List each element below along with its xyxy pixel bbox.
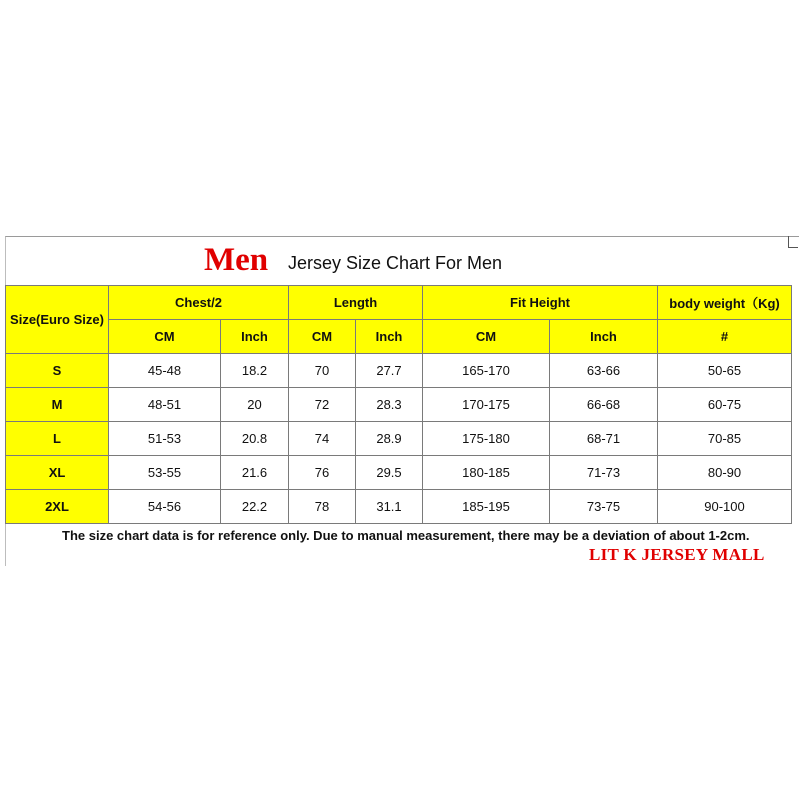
- table-cell: 63-66: [550, 354, 658, 388]
- store-watermark: LIT K JERSEY MALL: [589, 545, 765, 564]
- table-cell: 28.3: [356, 388, 423, 422]
- table-cell: 27.7: [356, 354, 423, 388]
- size-chart-table: [5, 285, 792, 524]
- page-title: Jersey Size Chart For Men: [288, 253, 503, 273]
- table-row: [6, 456, 792, 490]
- table-cell: 20.8: [221, 422, 289, 456]
- table-cell: 71-73: [550, 456, 658, 490]
- table-cell: 76: [289, 456, 356, 490]
- size-column-header: Size(Euro Size): [6, 286, 109, 354]
- table-cell: 185-195: [423, 490, 550, 524]
- header-row-units: [6, 320, 792, 354]
- table-cell: 28.9: [356, 422, 423, 456]
- table-cell: 51-53: [109, 422, 221, 456]
- table-cell: 73-75: [550, 490, 658, 524]
- table-cell: 70: [289, 354, 356, 388]
- table-cell: 53-55: [109, 456, 221, 490]
- chest-cm-header: CM: [109, 320, 221, 354]
- table-cell: 22.2: [221, 490, 289, 524]
- disclaimer-note: The size chart data is for reference only. Due to manual measurement, there may be a deviation of about 1-2cm.: [62, 528, 750, 543]
- table-cell: 66-68: [550, 388, 658, 422]
- corner-mark: [788, 236, 798, 248]
- fit-height-header: Fit Height: [423, 286, 658, 320]
- table-cell: 54-56: [109, 490, 221, 524]
- table-cell: 72: [289, 388, 356, 422]
- table-row: [6, 388, 792, 422]
- table-cell: 50-65: [658, 354, 792, 388]
- length-header: Length: [289, 286, 423, 320]
- table-cell: 70-85: [658, 422, 792, 456]
- fit-height-cm-header: CM: [423, 320, 550, 354]
- table-cell: 21.6: [221, 456, 289, 490]
- table-cell: 78: [289, 490, 356, 524]
- body-weight-unit-header: #: [658, 320, 792, 354]
- length-inch-header: Inch: [356, 320, 423, 354]
- table-cell: 60-75: [658, 388, 792, 422]
- table-cell: 90-100: [658, 490, 792, 524]
- table-row: [6, 354, 792, 388]
- header-row-groups: [6, 286, 792, 320]
- table-cell: 170-175: [423, 388, 550, 422]
- chest-header: Chest/2: [109, 286, 289, 320]
- table-cell: 165-170: [423, 354, 550, 388]
- table-cell: 29.5: [356, 456, 423, 490]
- title-men-label: Men: [204, 242, 269, 278]
- body-weight-header: body weight（Kg): [658, 286, 792, 320]
- table-cell: 80-90: [658, 456, 792, 490]
- length-cm-header: CM: [289, 320, 356, 354]
- table-cell: 31.1: [356, 490, 423, 524]
- table-cell: 48-51: [109, 388, 221, 422]
- size-label: S: [6, 354, 109, 388]
- size-label: M: [6, 388, 109, 422]
- table-cell: 175-180: [423, 422, 550, 456]
- fit-height-inch-header: Inch: [550, 320, 658, 354]
- size-label: 2XL: [6, 490, 109, 524]
- size-label: L: [6, 422, 109, 456]
- size-label: XL: [6, 456, 109, 490]
- chest-inch-header: Inch: [221, 320, 289, 354]
- table-cell: 74: [289, 422, 356, 456]
- table-cell: 45-48: [109, 354, 221, 388]
- table-cell: 20: [221, 388, 289, 422]
- table-cell: 68-71: [550, 422, 658, 456]
- table-row: [6, 422, 792, 456]
- table-cell: 180-185: [423, 456, 550, 490]
- table-cell: 18.2: [221, 354, 289, 388]
- table-row: [6, 490, 792, 524]
